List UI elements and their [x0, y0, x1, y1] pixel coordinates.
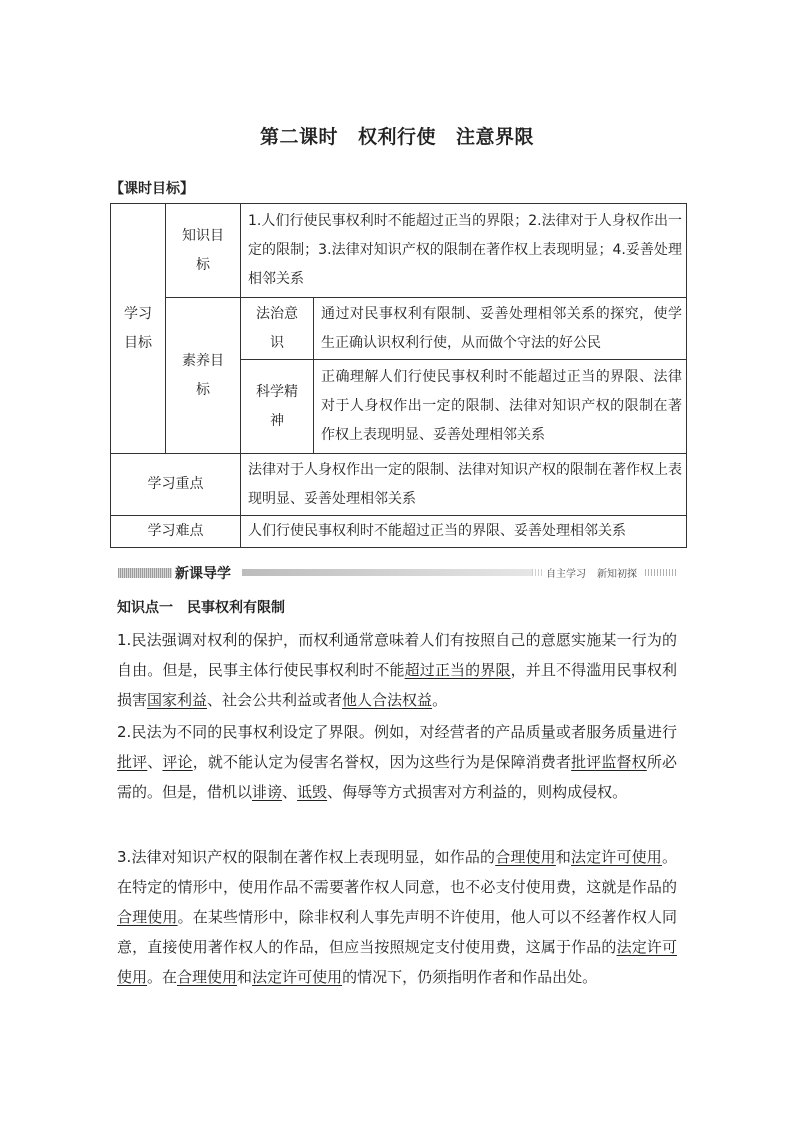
underlined-term: 合理使用: [117, 908, 178, 926]
banner-decoration-left: [118, 568, 172, 578]
paragraph-2: 2.民法为不同的民事权利设定了界限。例如，对经营者的产品质量或者服务质量进行批评、评论，就不能认定为侵害名誉权，因为这些行为是保障消费者批评监督权所必需的。但是，借机以诽谤、诋毁、侮辱等方式损害对方利益的，则构成侵权。: [117, 723, 677, 801]
knowledge-point-title: 民事权利有限制: [187, 600, 285, 616]
underlined-term: 诋毁: [297, 783, 328, 801]
knowledge-goal-text: 1.人们行使民事权利时不能超过正当的界限；2.法律对于人身权作出一定的限制；3.法律对知识产权的限制在著作权上表现明显；4.妥善处理相邻关系: [241, 204, 687, 298]
key-point-text: 法律对于人身权作出一定的限制、法律对知识产权的限制在著作权上表现明显、妥善处理相邻关系: [241, 454, 687, 516]
underlined-term: 批评监督权: [571, 753, 647, 771]
title-part-subtopic: 注意界限: [456, 126, 535, 148]
underlined-term: 批评: [117, 753, 148, 771]
knowledge-point-heading: [117, 597, 285, 617]
underlined-term: 评论: [162, 753, 193, 771]
underlined-term: 诽谤: [252, 783, 283, 801]
underlined-term: 法定许可使用: [252, 968, 343, 986]
key-point-cell: 学习重点: [111, 454, 241, 516]
banner-decoration-dots: [532, 569, 542, 576]
underlined-term: 超过正当的界限: [404, 661, 511, 679]
banner-decoration-middle: [242, 569, 532, 576]
rule-of-law-cell: 法治意识: [241, 298, 314, 360]
page-title: [0, 122, 794, 149]
knowledge-point-number: 知识点一: [117, 600, 173, 616]
banner-label: 新课导学: [175, 566, 231, 582]
scientific-spirit-text: 正确理解人们行使民事权利时不能超过正当的界限、法律对于人身权作出一定的限制、法律对知识产权的限制在著作权上表现明显、妥善处理相邻关系: [314, 360, 687, 454]
paragraph-1: 1.民法强调对权利的保护，而权利通常意味着人们有按照自己的意愿实施某一行为的自由。但是，民事主体行使民事权利时不能超过正当的界限，并且不得滥用民事权利损害国家利益、社会公共利益或者他人合法权益。: [117, 631, 677, 709]
underlined-term: 他人合法权益: [342, 691, 433, 709]
underlined-term: 合理使用: [177, 968, 238, 986]
lesson-goals-table: [110, 203, 687, 548]
paragraph-3: 3.法律对知识产权的限制在著作权上表现明显，如作品的合理使用和法定许可使用。在特定的情形中，使用作品不需要著作权人同意，也不必支付使用费，这就是作品的合理使用。在某些情形中，除非权利人事先声明不许使用，他人可以不经著作权人同意，直接使用著作权人的作品，但应当按照规定支付使用费，这属于作品的法定许可使用。在合理使用和法定许可使用的情况下，仍须指明作者和作品出处。: [117, 848, 677, 986]
underlined-term: 法定许可使用: [571, 848, 662, 866]
literacy-goal-cell: 素养目标: [166, 298, 241, 454]
rule-of-law-text: 通过对民事权利有限制、妥善处理相邻关系的探究，使学生正确认识权利行使，从而做个守法的好公民: [314, 298, 687, 360]
title-part-lesson: 第二课时: [259, 126, 338, 148]
banner-decoration-right: [645, 569, 676, 576]
title-part-topic: 权利行使: [357, 126, 436, 148]
study-goal-cell: 学习目标: [111, 204, 166, 454]
difficulty-cell: 学习难点: [111, 516, 241, 548]
underlined-term: 国家利益: [147, 691, 208, 709]
underlined-term: 法定许可使用: [117, 938, 677, 986]
knowledge-goal-cell: 知识目标: [166, 204, 241, 298]
banner-tag-self-study: 自主学习: [546, 569, 586, 580]
difficulty-text: 人们行使民事权利时不能超过正当的界限、妥善处理相邻关系: [241, 516, 687, 548]
scientific-spirit-cell: 科学精神: [241, 360, 314, 454]
banner-tag-new-knowledge: 新知初探: [597, 569, 637, 580]
section-label-lesson-goals: 【课时目标】: [110, 181, 194, 197]
underlined-term: 合理使用: [495, 848, 556, 866]
new-lesson-banner: [118, 565, 676, 580]
